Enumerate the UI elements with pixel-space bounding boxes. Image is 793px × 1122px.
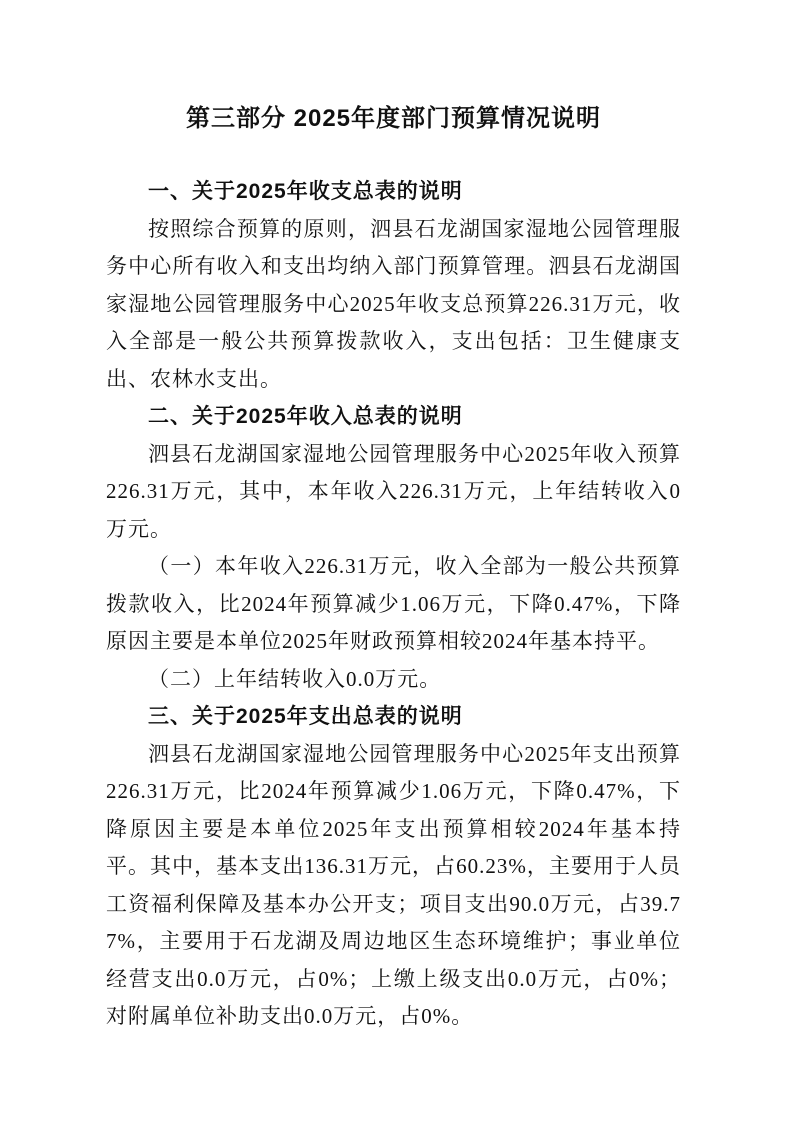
paragraph-overview: 按照综合预算的原则，泗县石龙湖国家湿地公园管理服务中心所有收入和支出均纳入部门预算管理。泗县石龙湖国家湿地公园管理服务中心2025年收支总预算226.31万元，收入全部是一般公共预算拨款收入，支出包括：卫生健康支出、农林水支出。 [106, 216, 681, 391]
paragraph-income-total: 泗县石龙湖国家湿地公园管理服务中心2025年收入预算226.31万元，其中，本年收入226.31万元，上年结转收入0万元。 [106, 441, 681, 541]
section-heading-income: 二、关于2025年收入总表的说明 [148, 405, 463, 428]
paragraph-income-carryover: （二）上年结转收入0.0万元。 [148, 666, 442, 691]
paragraph-expenditure-total: 泗县石龙湖国家湿地公园管理服务中心2025年支出预算226.31万元，比2024年预算减少1.06万元，下降0.47%，下降原因主要是本单位2025年支出预算相较2024年基本持平。其中，基本支出136.31万元，占60.23%，主要用于人员工资福利保障及基本办公开支；项目支出90.0万元，占39.77%，主要用于石龙湖及周边地区生态环境维护；事业单位经营支出0.0万元，占0%；上缴上级支出0.0万元，占0%；对附属单位补助支出0.0万元，占0%。 [106, 741, 681, 1028]
section-heading-income-expenditure-overview: 一、关于2025年收支总表的说明 [148, 180, 463, 203]
section-heading-expenditure: 三、关于2025年支出总表的说明 [148, 705, 463, 728]
document-title: 第三部分 2025年度部门预算情况说明 [185, 105, 602, 132]
paragraph-income-current-year: （一）本年收入226.31万元，收入全部为一般公共预算拨款收入，比2024年预算减少1.06万元，下降0.47%，下降原因主要是本单位2025年财政预算相较2024年基本持平。 [106, 554, 681, 653]
